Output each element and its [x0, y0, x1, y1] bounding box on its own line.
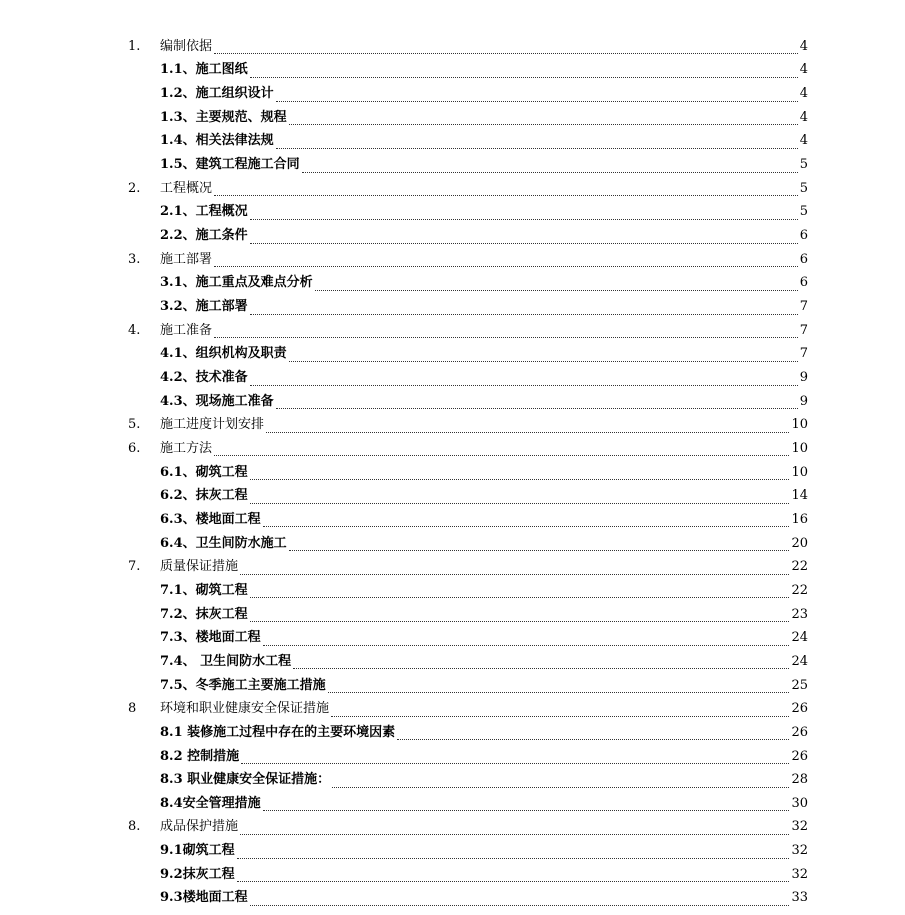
toc-entry [160, 626, 808, 650]
toc-section-number: 7. [128, 559, 141, 575]
toc-section-row[interactable] [0, 555, 905, 579]
toc-dot-leader [250, 231, 798, 244]
toc-entry-title: 1.2、施工组织设计 [160, 86, 274, 102]
toc-entry-title: 施工准备 [160, 322, 213, 338]
toc-subsection-row[interactable] [0, 201, 905, 225]
toc-entry-title: 工程概况 [160, 180, 213, 196]
toc-section-row[interactable] [0, 248, 905, 272]
toc-entry [160, 59, 808, 83]
toc-subsection-row[interactable] [0, 650, 905, 674]
toc-subsection-row[interactable] [0, 366, 905, 390]
toc-dot-leader [214, 443, 789, 456]
toc-page-number: 5 [799, 180, 808, 196]
toc-entry [160, 224, 808, 248]
toc-section-number: 8 [128, 701, 137, 717]
toc-dot-leader [241, 751, 789, 764]
toc-entry [160, 177, 808, 201]
toc-entry-title: 3.2、施工部署 [160, 299, 248, 315]
toc-entry-title: 环境和职业健康安全保证措施 [160, 701, 330, 717]
toc-entry [160, 816, 808, 840]
toc-entry [160, 792, 808, 816]
toc-dot-leader [214, 325, 798, 338]
toc-dot-leader [240, 822, 789, 835]
toc-page-number: 10 [791, 440, 808, 456]
toc-dot-leader [289, 349, 798, 362]
toc-page-number: 4 [799, 86, 808, 102]
toc-subsection-row[interactable] [0, 272, 905, 296]
toc-page-number: 30 [791, 795, 808, 811]
toc-section-row[interactable] [0, 414, 905, 438]
toc-entry-title: 9.3楼地面工程 [160, 890, 248, 906]
toc-dot-leader [331, 704, 789, 717]
toc-page-number: 22 [791, 582, 808, 598]
toc-dot-leader [328, 680, 790, 693]
toc-subsection-row[interactable] [0, 153, 905, 177]
toc-entry [160, 106, 808, 130]
toc-subsection-row[interactable] [0, 508, 905, 532]
toc-section-row[interactable] [0, 437, 905, 461]
toc-entry [160, 674, 808, 698]
toc-subsection-row[interactable] [0, 863, 905, 887]
toc-entry-title: 2.2、施工条件 [160, 228, 248, 244]
toc-dot-leader [289, 112, 798, 125]
toc-dot-leader [237, 846, 790, 859]
toc-subsection-row[interactable] [0, 768, 905, 792]
toc-entry [160, 366, 808, 390]
toc-dot-leader [276, 396, 798, 409]
toc-entry [160, 579, 808, 603]
toc-entry-title: 2.1、工程概况 [160, 204, 248, 220]
toc-entry-title: 1.4、相关法律法规 [160, 133, 274, 149]
toc-page-number: 4 [799, 133, 808, 149]
toc-entry-title: 7.5、冬季施工主要施工措施 [160, 677, 326, 693]
toc-entry [160, 887, 808, 911]
toc-entry [160, 319, 808, 343]
toc-entry-title: 4.1、组织机构及职责 [160, 346, 287, 362]
toc-subsection-row[interactable] [0, 106, 905, 130]
toc-page-number: 10 [791, 464, 808, 480]
toc-subsection-row[interactable] [0, 130, 905, 154]
toc-entry [160, 82, 808, 106]
toc-page-number: 6 [799, 275, 808, 291]
toc-dot-leader [250, 609, 790, 622]
toc-entry-title: 6.3、楼地面工程 [160, 511, 261, 527]
toc-page-number: 9 [799, 370, 808, 386]
toc-page-number: 33 [791, 890, 808, 906]
toc-dot-leader [263, 798, 790, 811]
toc-entry-title: 4.2、技术准备 [160, 370, 248, 386]
toc-dot-leader [214, 183, 798, 196]
toc-entry [160, 153, 808, 177]
toc-dot-leader [289, 538, 790, 551]
toc-page-number: 6 [799, 228, 808, 244]
toc-subsection-row[interactable] [0, 532, 905, 556]
toc-dot-leader [276, 136, 798, 149]
toc-dot-leader [250, 893, 790, 906]
toc-entry-title: 7.2、抹灰工程 [160, 606, 248, 622]
toc-entry [160, 272, 808, 296]
toc-entry-title: 8.2 控制措施 [160, 748, 240, 764]
toc-section-number: 8. [128, 819, 141, 835]
toc-page-number: 4 [799, 109, 808, 125]
toc-entry-title: 施工部署 [160, 251, 213, 267]
toc-page-number: 20 [791, 535, 808, 551]
toc-subsection-row[interactable] [0, 224, 905, 248]
toc-subsection-row[interactable] [0, 59, 905, 83]
toc-section-number: 3. [128, 251, 141, 267]
toc-page-number: 4 [799, 62, 808, 78]
toc-dot-leader [250, 207, 798, 220]
toc-page-number: 32 [791, 819, 808, 835]
toc-section-number: 5. [128, 417, 141, 433]
toc-entry-title: 7.1、砌筑工程 [160, 582, 248, 598]
toc-page-number: 7 [799, 322, 808, 338]
toc-subsection-row[interactable] [0, 745, 905, 769]
toc-page-number: 25 [791, 677, 808, 693]
toc-entry-title: 1.3、主要规范、规程 [160, 109, 287, 125]
toc-entry [160, 863, 808, 887]
toc-section-number: 2. [128, 180, 141, 196]
toc-entry-title: 9.2抹灰工程 [160, 866, 235, 882]
toc-page-number: 9 [799, 393, 808, 409]
toc-page-number: 26 [791, 701, 808, 717]
toc-section-row[interactable] [0, 35, 905, 59]
toc-page-number: 22 [791, 559, 808, 575]
toc-entry [160, 201, 808, 225]
toc-page-number: 7 [799, 299, 808, 315]
toc-page-number: 6 [799, 251, 808, 267]
toc-entry-title: 质量保证措施 [160, 559, 239, 575]
toc-dot-leader [250, 467, 790, 480]
toc-page-number: 5 [799, 204, 808, 220]
toc-entry [160, 555, 808, 579]
toc-page-number: 5 [799, 157, 808, 173]
toc-entry [160, 508, 808, 532]
toc-entry-title: 8.3 职业健康安全保证措施： [160, 772, 331, 788]
toc-dot-leader [250, 65, 798, 78]
toc-section-number: 4. [128, 322, 141, 338]
toc-entry [160, 295, 808, 319]
toc-page-number: 24 [791, 630, 808, 646]
toc-entry [160, 745, 808, 769]
toc-entry [160, 130, 808, 154]
toc-page-number: 10 [791, 417, 808, 433]
toc-dot-leader [237, 869, 790, 882]
toc-subsection-row[interactable] [0, 390, 905, 414]
toc-entry [160, 697, 808, 721]
toc-dot-leader [250, 373, 798, 386]
toc-page-number: 26 [791, 724, 808, 740]
toc-subsection-row[interactable] [0, 82, 905, 106]
toc-dot-leader [266, 420, 789, 433]
toc-subsection-row[interactable] [0, 674, 905, 698]
toc-entry [160, 650, 808, 674]
toc-subsection-row[interactable] [0, 295, 905, 319]
toc-entry [160, 532, 808, 556]
toc-entry-title: 4.3、现场施工准备 [160, 393, 274, 409]
toc-page-number: 7 [799, 346, 808, 362]
toc-entry-title: 6.2、抹灰工程 [160, 488, 248, 504]
toc-section-row[interactable] [0, 177, 905, 201]
toc-section-number: 6. [128, 440, 141, 456]
toc-entry [160, 839, 808, 863]
toc-subsection-row[interactable] [0, 887, 905, 911]
toc-entry-title: 成品保护措施 [160, 819, 239, 835]
toc-subsection-row[interactable] [0, 343, 905, 367]
toc-entry-title: 1.1、施工图纸 [160, 62, 248, 78]
toc-section-row[interactable] [0, 816, 905, 840]
toc-subsection-row[interactable] [0, 721, 905, 745]
toc-dot-leader [293, 656, 789, 669]
toc-entry [160, 414, 808, 438]
toc-entry-title: 9.1砌筑工程 [160, 843, 235, 859]
toc-subsection-row[interactable] [0, 484, 905, 508]
toc-dot-leader [302, 160, 798, 173]
toc-dot-leader [397, 727, 789, 740]
toc-entry-title: 3.1、施工重点及难点分析 [160, 275, 313, 291]
toc-page-number: 14 [791, 488, 808, 504]
toc-subsection-row[interactable] [0, 839, 905, 863]
toc-entry [160, 343, 808, 367]
toc-entry [160, 35, 808, 59]
toc-entry-title: 施工进度计划安排 [160, 417, 265, 433]
toc-dot-leader [240, 562, 789, 575]
toc-dot-leader [214, 254, 798, 267]
table-of-contents [0, 35, 905, 910]
toc-entry-title: 施工方法 [160, 440, 213, 456]
toc-dot-leader [250, 302, 798, 315]
toc-entry [160, 390, 808, 414]
toc-entry-title: 6.4、卫生间防水施工 [160, 535, 287, 551]
toc-entry-title: 1.5、建筑工程施工合同 [160, 157, 300, 173]
toc-section-number: 1. [128, 38, 141, 54]
toc-page-number: 26 [791, 748, 808, 764]
toc-entry [160, 603, 808, 627]
toc-dot-leader [263, 633, 790, 646]
toc-dot-leader [250, 491, 790, 504]
toc-dot-leader [332, 775, 789, 788]
toc-entry [160, 768, 808, 792]
toc-section-row[interactable] [0, 319, 905, 343]
toc-entry-title: 7.4、 卫生间防水工程 [160, 653, 292, 669]
toc-dot-leader [276, 89, 798, 102]
toc-dot-leader [315, 278, 798, 291]
toc-entry-title: 编制依据 [160, 38, 213, 54]
toc-entry [160, 248, 808, 272]
toc-entry-title: 8.4安全管理措施 [160, 795, 261, 811]
toc-entry-title: 6.1、砌筑工程 [160, 464, 248, 480]
toc-page-number: 28 [791, 772, 808, 788]
toc-subsection-row[interactable] [0, 579, 905, 603]
toc-dot-leader [214, 41, 798, 54]
toc-subsection-row[interactable] [0, 626, 905, 650]
toc-entry-title: 7.3、楼地面工程 [160, 630, 261, 646]
toc-entry [160, 721, 808, 745]
toc-page-number: 32 [791, 843, 808, 859]
toc-subsection-row[interactable] [0, 461, 905, 485]
toc-page-number: 4 [799, 38, 808, 54]
toc-dot-leader [250, 585, 790, 598]
toc-entry-title: 8.1 装修施工过程中存在的主要环境因素 [160, 724, 396, 740]
toc-subsection-row[interactable] [0, 792, 905, 816]
toc-page-number: 16 [791, 511, 808, 527]
toc-entry [160, 461, 808, 485]
toc-section-row[interactable] [0, 697, 905, 721]
toc-page-number: 23 [791, 606, 808, 622]
toc-entry [160, 437, 808, 461]
toc-page-number: 24 [791, 653, 808, 669]
toc-dot-leader [263, 514, 790, 527]
toc-page-number: 32 [791, 866, 808, 882]
toc-subsection-row[interactable] [0, 603, 905, 627]
toc-entry [160, 484, 808, 508]
